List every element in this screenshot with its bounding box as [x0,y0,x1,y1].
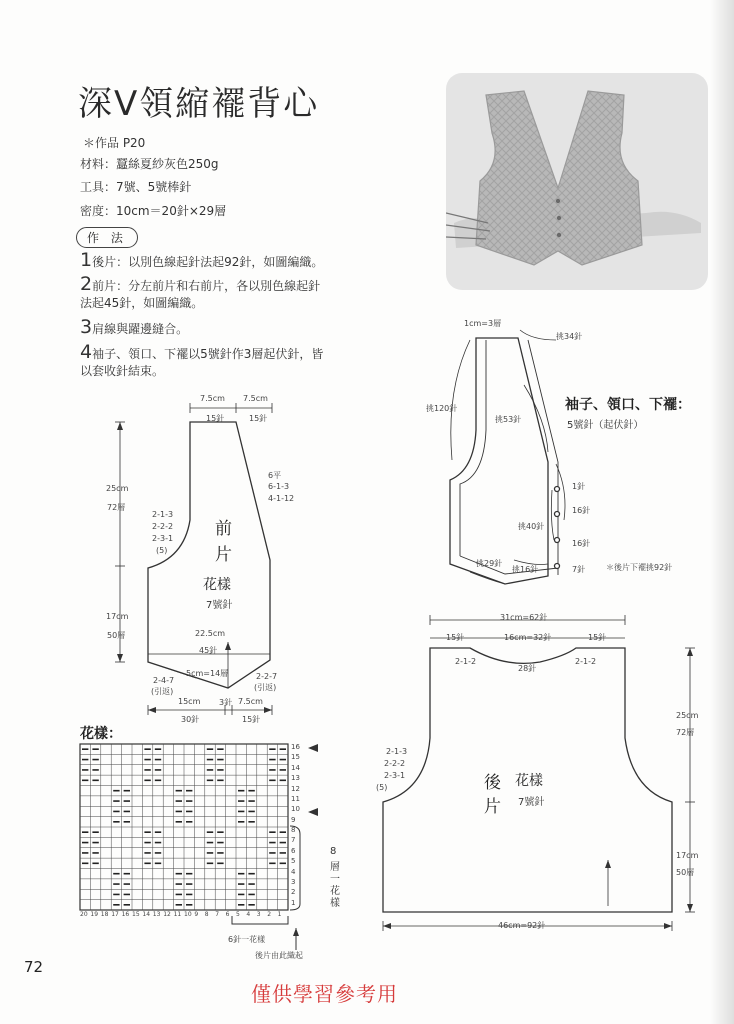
chart-column-number: 6 [225,911,230,918]
watermark-text: 僅供學習參考用 [251,982,398,1006]
front-arm-dec-2: 2-2-2 [152,522,174,531]
front-hem-left-1: 2-4-7 [153,676,175,685]
back-lower-cm: 17cm [676,851,699,860]
chart-row-number: 7 [291,836,296,845]
chart-column-number: 10 [184,911,192,918]
step-number: 3 [80,316,93,338]
front-neck-dec-3: 4-1-12 [268,494,295,503]
repeat-cols-label: 6針一花樣 [228,935,266,944]
border-heading: 袖子、領口、下襬： [565,397,691,413]
back-bottom-width: 46cm=92針 [498,921,546,930]
back-name-1: 後 [484,773,501,793]
back-neck-dec-right: 2-1-2 [575,657,597,666]
border-top-note: 1cm=3層 [464,319,502,328]
front-hem-right-2: (引返) [254,683,277,692]
page-gutter-shadow [710,0,734,1024]
front-upper-rows: 72層 [107,503,126,512]
chart-row-number: 12 [291,784,300,793]
front-arm-dec-3: 2-3-1 [152,534,174,543]
front-upper-cm: 25cm [106,484,129,493]
front-arm-dec-1: 2-1-3 [152,510,174,519]
repeat-rows-5: 樣 [330,898,340,909]
chart-row-number: 9 [291,815,296,824]
method-label: 作 法 [76,227,138,248]
front-arm-dec-4: (5) [156,546,168,555]
back-shoulder-left: 15針 [446,633,465,642]
chart-row-number: 8 [291,826,296,834]
front-bottom-right-st: 15針 [242,715,261,724]
front-bottom-right-cm: 7.5cm [238,697,263,706]
border-rows-4: 7針 [572,565,586,574]
chart-row-number: 1 [291,898,296,907]
chart-column-number: 20 [80,911,88,918]
chart-column-number: 7 [215,911,220,918]
step-number: 2 [80,273,93,295]
front-neck-dec-1: 6平 [268,471,282,480]
chart-column-number: 12 [163,911,171,918]
border-heading-sub: 5號針（起伏針） [567,420,644,431]
border-pick-6: 挑16針 [512,565,539,574]
border-pick-2: 挑120針 [426,404,458,413]
chart-row-number: 14 [291,763,300,772]
chart-column-number: 4 [246,911,251,918]
chart-row-number: 16 [291,743,300,751]
chart-column-number: 17 [111,911,119,918]
back-top-width: 31cm=62針 [500,613,548,622]
chart-row-number: 2 [291,888,296,897]
back-arm-dec-4: (5) [376,783,388,792]
front-lower-cm: 17cm [106,612,129,621]
front-name-1: 前 [215,519,232,539]
front-bottom-left-cm: 15cm [178,697,201,706]
back-neck-dec-left: 2-1-2 [455,657,477,666]
chart-column-number: 9 [194,911,199,918]
chart-column-number: 16 [121,911,130,918]
repeat-rows-3: 一 [330,874,340,885]
chart-row-number: 5 [291,857,296,866]
chart-row-number: 11 [291,794,300,803]
back-name-2: 片 [484,797,501,817]
chart-column-number: 3 [256,911,261,918]
work-reference: ＊作品 P20 [83,136,146,150]
front-hem-right-1: 2-2-7 [256,672,278,681]
chart-column-number: 11 [173,911,182,918]
front-neck-dec-2: 6-1-3 [268,482,290,491]
back-needle-label: 7號針 [518,797,545,808]
back-pattern-label: 花樣 [515,773,543,789]
step-text: 前片：分左前片和右前片，各以別色線起針 [92,279,321,293]
repeat-rows-2: 層 [330,862,340,873]
border-pick-1: 挑34針 [556,332,583,341]
front-width-cm: 22.5cm [195,629,226,638]
back-hem-note: ＊後片下襬挑92針 [606,563,673,572]
step-text-cont: 以套收針結束。 [80,364,165,378]
step-text: 後片：以別色線起針法起92針，如圖編織。 [92,255,324,269]
chart-column-number: 15 [132,911,140,918]
back-piece-outline [430,648,576,667]
front-bottom-left-st: 30針 [181,715,200,724]
front-bottom-mid-st: 3針 [219,698,233,707]
repeat-rows-1: 8 [330,846,337,857]
page-title: 深V領縮襬背心 [78,84,320,124]
border-pick-4: 挑40針 [518,522,545,531]
materials-text: 材料：蠶絲夏紗灰色250g [80,157,219,171]
step-number: 4 [80,341,93,363]
chart-row-number: 4 [291,867,296,876]
chart-column-number: 1 [277,911,282,918]
front-shoulder-right-cm: 7.5cm [243,394,268,403]
step-text: 袖子、領口、下襬以5號針作3層起伏針，皆 [92,347,324,361]
chart-column-number: 5 [236,911,240,918]
chart-row-number: 15 [291,753,300,762]
border-rows-1: 1針 [572,482,586,491]
border-rows-2: 16針 [572,506,591,515]
front-shoulder-left-st: 15針 [206,414,225,423]
step-text-cont: 法起45針，如圖編織。 [80,296,204,310]
tools-text: 工具：7號、5號棒針 [80,180,192,194]
back-neck-center: 28針 [518,664,537,673]
front-needle-label: 7號針 [206,600,233,611]
front-shoulder-left-cm: 7.5cm [200,394,225,403]
chart-row-number: 3 [291,877,296,886]
front-lower-rows: 50層 [107,631,126,640]
chart-column-number: 13 [152,911,161,918]
front-name-2: 片 [215,545,232,565]
front-pattern-label: 花樣 [203,577,231,593]
chart-row-number: 10 [291,805,300,814]
step-text: 肩線與躍邊縫合。 [92,322,189,336]
step-number: 1 [80,249,93,271]
gauge-text: 密度：10cm＝20針×29層 [80,204,227,218]
border-rows-3: 16針 [572,539,591,548]
chart-column-number: 19 [90,911,99,918]
back-upper-cm: 25cm [676,711,699,720]
back-arm-dec-1: 2-1-3 [386,747,408,756]
back-neck-width: 16cm=32針 [504,633,552,642]
chart-label: 花樣： [80,726,122,742]
chart-column-number: 8 [204,911,209,918]
chart-column-number: 14 [142,911,151,918]
front-shoulder-right-st: 15針 [249,414,268,423]
back-lower-rows: 50層 [676,868,695,877]
front-hem-cm: 5cm=14層 [186,669,229,678]
border-diagram-outline [450,338,548,584]
back-shoulder-right: 15針 [588,633,607,642]
back-arm-dec-2: 2-2-2 [384,759,406,768]
page-number: 72 [24,958,44,976]
chart-row-number: 13 [291,774,300,783]
chart-row-number: 6 [291,846,296,855]
back-arm-dec-3: 2-3-1 [384,771,406,780]
chart-start-note: 後片由此織起 [255,951,303,960]
front-hem-left-2: (引返) [151,687,174,696]
chart-column-number: 2 [267,911,272,918]
chart-column-number: 18 [100,911,109,918]
border-pick-5: 挑29針 [476,559,503,568]
border-pick-3: 挑53針 [495,415,522,424]
back-upper-rows: 72層 [676,728,695,737]
front-width-st: 45針 [199,646,218,655]
repeat-rows-4: 花 [330,886,340,897]
